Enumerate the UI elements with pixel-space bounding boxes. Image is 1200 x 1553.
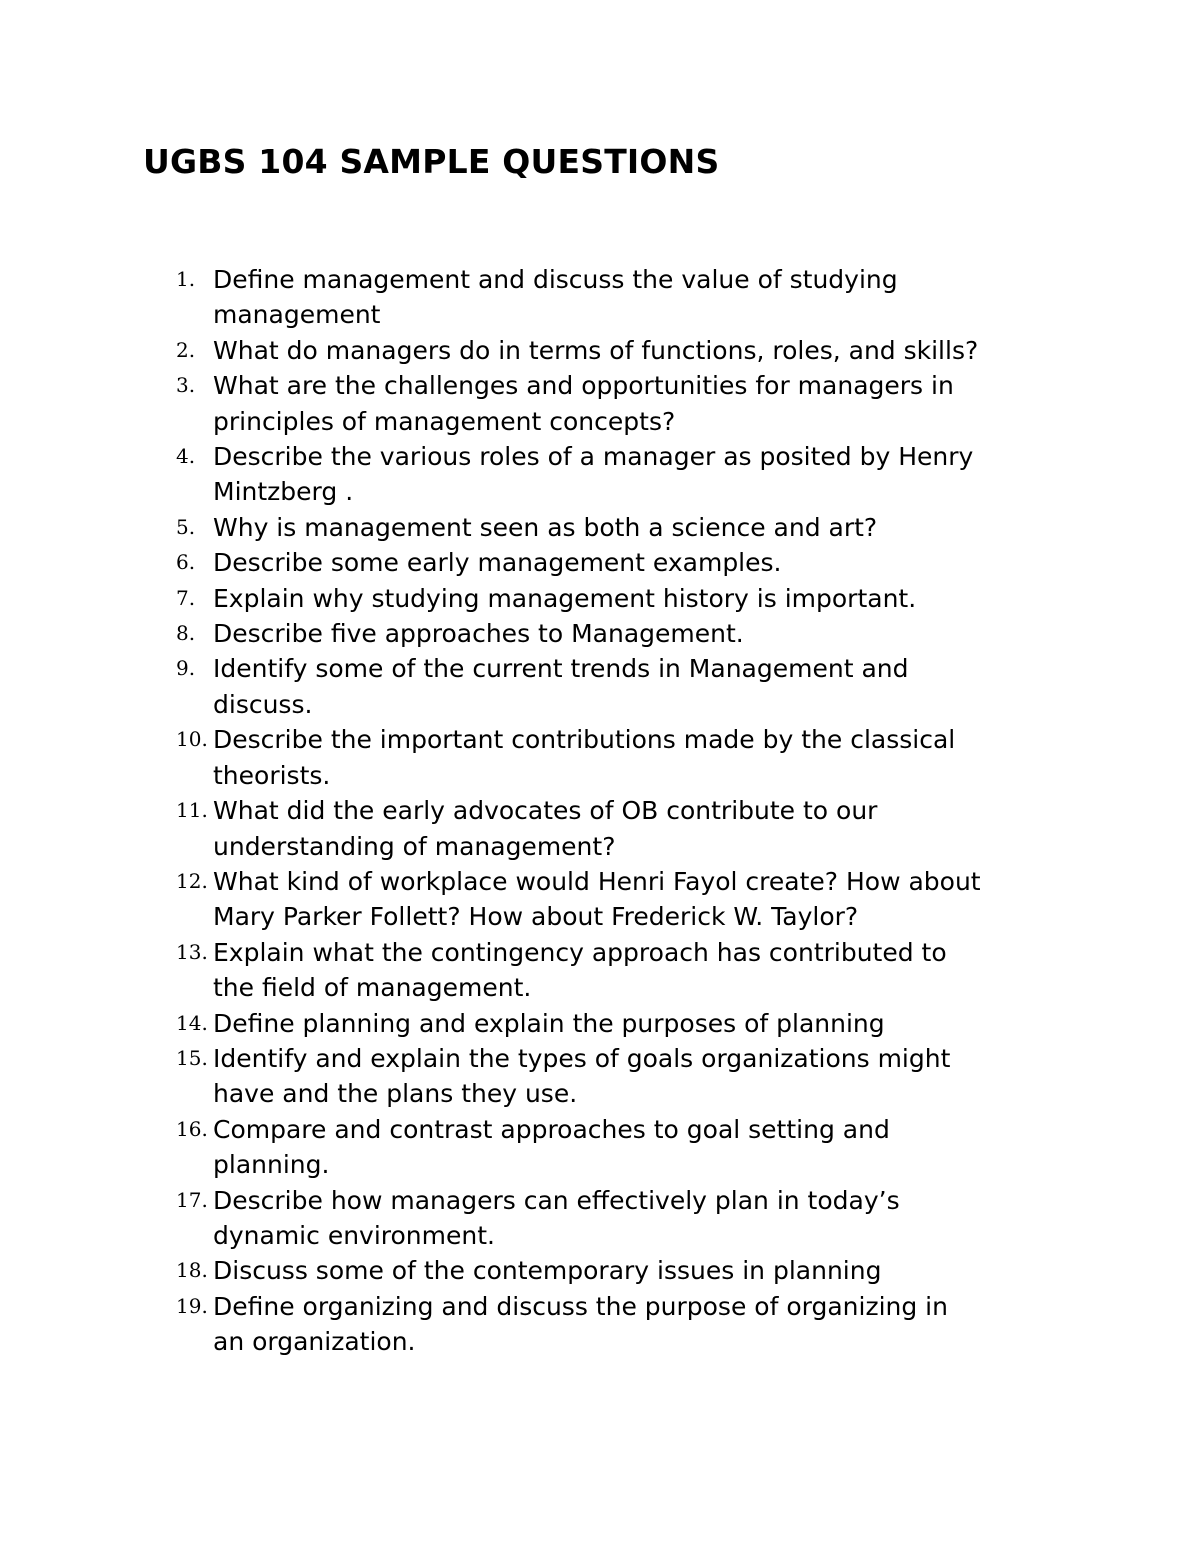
list-item: [0, 1041, 1073, 1112]
question-number: 19.: [176, 1293, 208, 1318]
list-item: [0, 333, 1073, 368]
question-text: Explain why studying management history is important.: [213, 583, 917, 613]
question-number: 12.: [176, 868, 208, 893]
question-number: 16.: [176, 1116, 208, 1141]
list-item: [0, 1183, 1073, 1254]
question-number: 7.: [176, 585, 196, 610]
question-list: [0, 262, 1200, 1360]
question-text: Describe the important contributions made by the classical: [213, 725, 956, 755]
question-text: management: [213, 300, 381, 330]
list-item: [0, 722, 1073, 793]
list-item: [0, 793, 1073, 864]
question-text: planning.: [213, 1150, 330, 1180]
question-text: Explain what the contingency approach has contributed to: [213, 937, 947, 967]
list-item: [0, 864, 1073, 935]
list-item: [0, 1253, 1073, 1288]
question-text: Mary Parker Follett? How about Frederick W. Taylor?: [213, 902, 859, 932]
list-item: [0, 262, 1073, 333]
question-text: What do managers do in terms of functions, roles, and skills?: [213, 335, 979, 365]
question-number: 18.: [176, 1258, 208, 1283]
question-text: Describe some early management examples.: [213, 548, 782, 578]
question-number: 4.: [176, 444, 196, 469]
question-text: the field of management.: [213, 973, 532, 1003]
question-number: 5.: [176, 514, 196, 539]
list-item: [0, 1112, 1073, 1183]
list-item: [0, 651, 1073, 722]
question-number: 6.: [176, 550, 196, 575]
question-text: Describe the various roles of a manager as posited by Henry: [213, 442, 974, 472]
question-number: 11.: [176, 798, 208, 823]
question-number: 13.: [176, 939, 208, 964]
question-number: 9.: [176, 656, 196, 681]
question-text: Define organizing and discuss the purpose of organizing in: [213, 1291, 948, 1321]
list-item: [0, 510, 1073, 545]
question-text: What are the challenges and opportunities for managers in: [213, 371, 954, 401]
question-text: Define planning and explain the purposes of planning: [213, 1008, 885, 1038]
question-text: What did the early advocates of OB contribute to our: [213, 796, 878, 826]
question-text: theorists.: [213, 760, 331, 790]
question-text: Compare and contrast approaches to goal setting and: [213, 1114, 890, 1144]
question-text: discuss.: [213, 689, 313, 719]
question-number: 15.: [176, 1045, 208, 1070]
question-text: dynamic environment.: [213, 1220, 495, 1250]
question-text: Discuss some of the contemporary issues in planning: [213, 1256, 882, 1286]
list-item: [0, 935, 1073, 1006]
list-item: [0, 1289, 1073, 1360]
question-number: 10.: [176, 727, 208, 752]
list-item: [0, 581, 1073, 616]
question-number: 2.: [176, 337, 196, 362]
question-number: 8.: [176, 621, 196, 646]
list-item: [0, 545, 1073, 580]
question-text: Why is management seen as both a science and art?: [213, 512, 878, 542]
question-text: an organization.: [213, 1327, 416, 1357]
question-text: understanding of management?: [213, 831, 616, 861]
list-item: [0, 439, 1073, 510]
question-number: 14.: [176, 1010, 208, 1035]
question-number: 17.: [176, 1187, 208, 1212]
list-item: [0, 1006, 1073, 1041]
page-title: UGBS 104 SAMPLE QUESTIONS: [143, 142, 720, 181]
question-text: Describe five approaches to Management.: [213, 619, 744, 649]
list-item: [0, 616, 1073, 651]
question-text: What kind of workplace would Henri Fayol create? How about: [213, 866, 981, 896]
question-number: 1.: [176, 267, 196, 291]
question-text: principles of management concepts?: [213, 406, 676, 436]
question-text: Mintzberg .: [213, 477, 354, 507]
question-text: Describe how managers can effectively plan in today’s: [213, 1185, 900, 1215]
list-item: [0, 368, 1073, 439]
question-text: Identify and explain the types of goals organizations might: [213, 1043, 951, 1073]
question-text: Identify some of the current trends in Management and: [213, 654, 909, 684]
question-text: Define management and discuss the value of studying: [213, 265, 898, 294]
question-number: 3.: [176, 373, 196, 398]
question-text: have and the plans they use.: [213, 1079, 578, 1109]
